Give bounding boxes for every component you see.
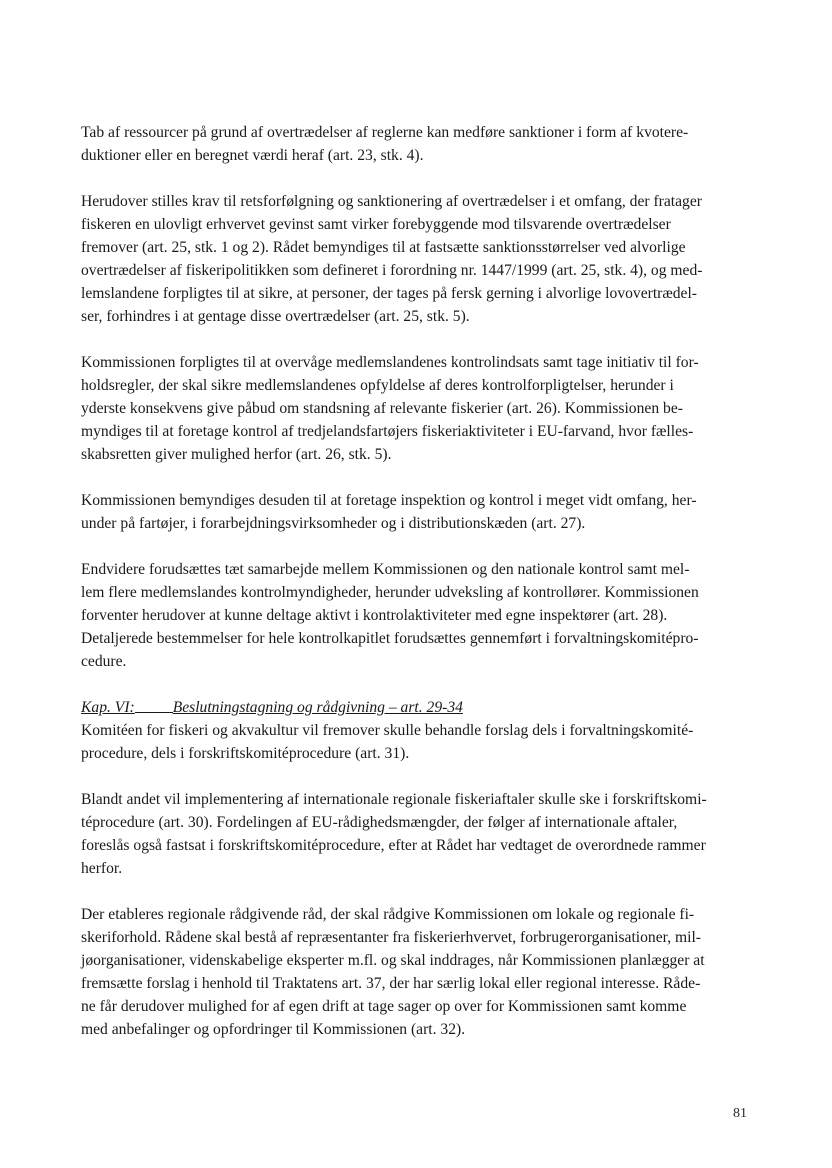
text-line: Kommissionen bemyndiges desuden til at foretage inspektion og kontrol i meget vidt omfang, her- — [81, 492, 697, 509]
paragraph-committee — [81, 719, 753, 765]
chapter-heading — [81, 696, 753, 719]
paragraph-prosecution — [81, 190, 753, 328]
text-line: herfor. — [81, 860, 123, 877]
paragraph-implementation — [81, 788, 753, 880]
text-line: Komitéen for fiskeri og akvakultur vil fremover skulle behandle forslag dels i forvaltningskomité- — [81, 722, 694, 739]
text-line: myndiges til at foretage kontrol af tredjelandsfartøjers fiskeriaktiviteter i EU-farvand, hvor fælles- — [81, 423, 694, 440]
chapter-number: Kap. VI: — [81, 699, 135, 716]
text-line: ser, forhindres i at gentage disse overtrædelser (art. 25, stk. 5). — [81, 308, 470, 325]
text-line: Der etableres regionale rådgivende råd, der skal rådgive Kommissionen om lokale og regionale fi- — [81, 906, 695, 923]
text-line: duktioner eller en beregnet værdi heraf (art. 23, stk. 4). — [81, 147, 424, 164]
chapter-title: Beslutningstagning og rådgivning – art. 29-34 — [172, 699, 463, 716]
text-line: ne får derudover mulighed for af egen drift at tage sager op over for Kommissionen samt komme — [81, 998, 687, 1015]
text-line: yderste konsekvens give påbud om standsning af relevante fiskerier (art. 26). Kommissionen be- — [81, 400, 683, 417]
paragraph-inspection — [81, 489, 753, 535]
text-line: lem flere medlemslandes kontrolmyndigheder, herunder udveksling af kontrollører. Kommissionen — [81, 584, 699, 601]
text-line: forventer herudover at kunne deltage aktivt i kontrolaktiviteter med egne inspektører (art. 28). — [81, 607, 668, 624]
text-line: fiskeren en ulovligt erhvervet gevinst samt virker forebyggende mod tilsvarende overtrædelser — [81, 216, 671, 233]
document-page — [81, 121, 753, 1064]
heading-underline-gap — [135, 696, 173, 713]
text-line: cedure. — [81, 653, 127, 670]
paragraph-sanctions-quota — [81, 121, 753, 167]
paragraph-cooperation — [81, 558, 753, 673]
text-line: foreslås også fastsat i forskriftskomitéprocedure, efter at Rådet har vedtaget de overordnede rammer — [81, 837, 706, 854]
text-line: téprocedure (art. 30). Fordelingen af EU-rådighedsmængder, der følger af internationale aftaler, — [81, 814, 678, 831]
text-line: under på fartøjer, i forarbejdningsvirksomheder og i distributionskæden (art. 27). — [81, 515, 586, 532]
text-line: jøorganisationer, videnskabelige eksperter m.fl. og skal inddrages, når Kommissionen planlægger at — [81, 952, 705, 969]
text-line: lemslandene forpligtes til at sikre, at personer, der tages på fersk gerning i alvorlige lovovertrædel- — [81, 285, 697, 302]
text-line: fremsætte forslag i henhold til Traktatens art. 37, der har særlig lokal eller regional interesse. Råde- — [81, 975, 701, 992]
text-line: Endvidere forudsættes tæt samarbejde mellem Kommissionen og den nationale kontrol samt mel- — [81, 561, 690, 578]
text-line: Herudover stilles krav til retsforfølgning og sanktionering af overtrædelser i et omfang, der fratager — [81, 193, 702, 210]
text-line: holdsregler, der skal sikre medlemslandenes opfyldelse af deres kontrolforpligtelser, herunder i — [81, 377, 674, 394]
paragraph-regional-councils — [81, 903, 753, 1041]
text-line: overtrædelser af fiskeripolitikken som defineret i forordning nr. 1447/1999 (art. 25, stk. 4), og med- — [81, 262, 703, 279]
text-line: Tab af ressourcer på grund af overtrædelser af reglerne kan medføre sanktioner i form af kvotere- — [81, 124, 689, 141]
text-line: Blandt andet vil implementering af internationale regionale fiskeriaftaler skulle ske i forskriftskomi- — [81, 791, 707, 808]
text-line: Detaljerede bestemmelser for hele kontrolkapitlet forudsættes gennemført i forvaltningskomitépro- — [81, 630, 699, 647]
text-line: skabsretten giver mulighed herfor (art. 26, stk. 5). — [81, 446, 392, 463]
text-line: Kommissionen forpligtes til at overvåge medlemslandenes kontrolindsats samt tage initiativ til for- — [81, 354, 699, 371]
text-line: med anbefalinger og opfordringer til Kommissionen (art. 32). — [81, 1021, 466, 1038]
text-line: procedure, dels i forskriftskomitéprocedure (art. 31). — [81, 745, 410, 762]
text-line: skeriforhold. Rådene skal bestå af repræsentanter fra fiskerierhvervet, forbrugerorganisationer, mil- — [81, 929, 701, 946]
page-number: 81 — [733, 1106, 747, 1121]
paragraph-commission-monitoring — [81, 351, 753, 466]
text-line: fremover (art. 25, stk. 1 og 2). Rådet bemyndiges til at fastsætte sanktionsstørrelser ved alvorlige — [81, 239, 686, 256]
